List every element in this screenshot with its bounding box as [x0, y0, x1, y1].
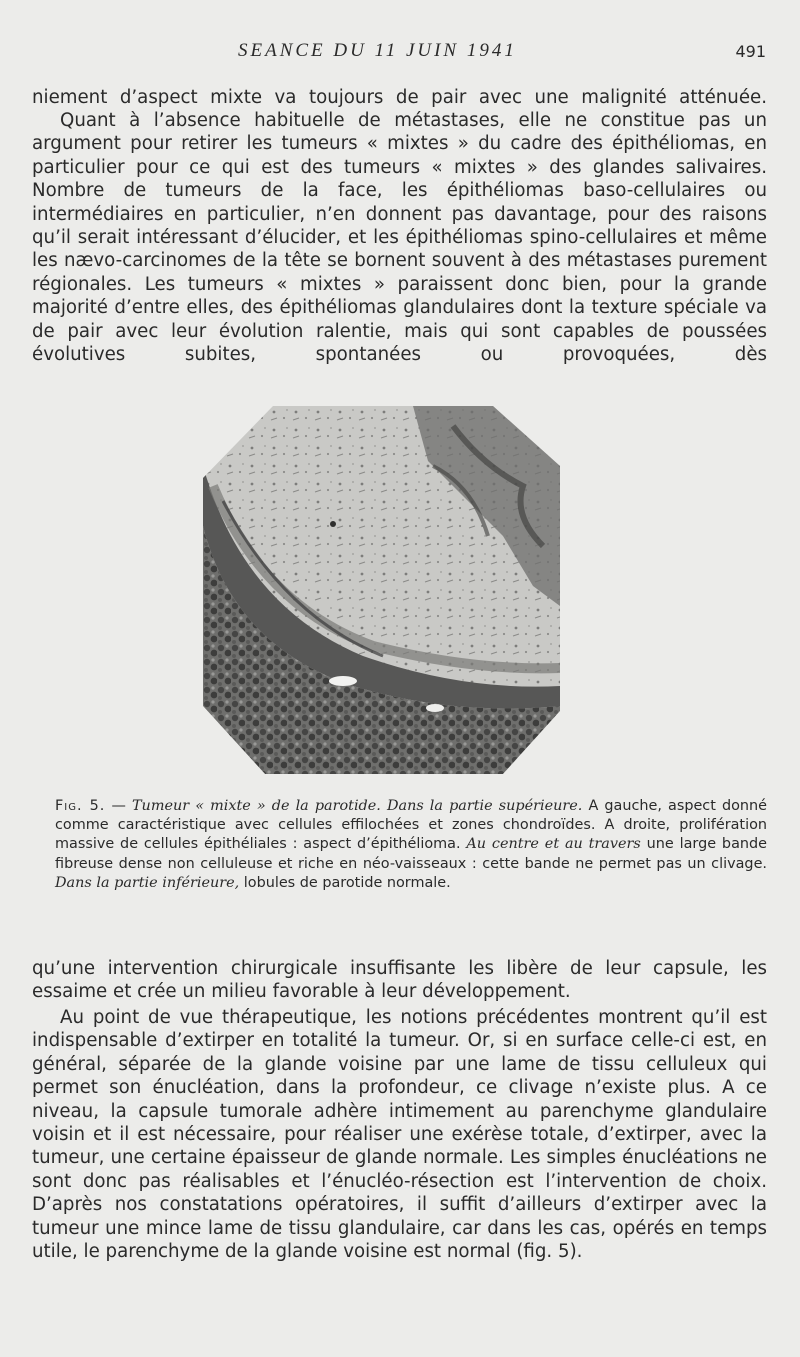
micrograph-image — [203, 406, 560, 774]
paragraph: Quant à l’absence habituelle de métastases, elle ne constitue pas un argument pour retirer les tumeurs « mixtes » du cadre des épithéliomas, en particulier pour ce qui est des tumeurs « mixtes » des glandes salivaires. Nombre de tumeurs de la face, les épithéliomas baso-cellulaires ou intermédiaires en particulier, n’en donnent pas davantage, pour des raisons qu’il serait intéressant d’élucider, et les épithéliomas spino-cellulaires et même les nævo-carcinomes de la tête se bornent souvent à des métastases purement régionales. Les tumeurs « mixtes » paraissent donc bien, pour la grande majorité d’entre elles, des épithéliomas glandulaires dont la texture spéciale va de pair avec leur évolution ralentie, mais qui sont capables de poussées évolutives subites, spontanées ou provoquées, dès — [32, 110, 767, 366]
paragraph: niement d’aspect mixte va toujours de pair avec une malignité atténuée. — [32, 87, 767, 108]
running-title: SEANCE DU 11 JUIN 1941 — [238, 40, 517, 61]
paragraph: qu’une intervention chirurgicale insuffisante les libère de leur capsule, les essaime et crée un milieu favorable à leur développement. — [32, 958, 767, 1003]
figure-micrograph — [203, 406, 560, 774]
paragraph: Au point de vue thérapeutique, les notions précédentes montrent qu’il est indispensable d’extirper en totalité la tumeur. Or, si en surface celle-ci est, en général, séparée de la glande voisine par une lame de tissu celluleux qui permet son énucléation, dans la profondeur, ce clivage n’existe plus. A ce niveau, la capsule tumorale adhère intimement au parenchyme glandulaire voisin et il est nécessaire, pour réaliser une exérèse totale, d’extirper, avec la tumeur, une certaine épaisseur de glande normale. Les simples énucléations ne sont donc pas réalisables et l’énucléo-résection est l’intervention de choix. D’après nos constatations opératoires, il suffit d’ailleurs d’extirper avec la tumeur une mince lame de tissu glandulaire, car dans les cas, opérés en temps utile, le parenchyme de la glande voisine est normal (fig. 5). — [32, 1007, 767, 1263]
page-number: 491 — [735, 42, 766, 61]
figure-label: Fig. 5. — [55, 798, 106, 814]
page-header — [0, 40, 800, 64]
figure-caption: Fig. 5. — Tumeur « mixte » de la parotide. Dans la partie supérieure. A gauche, aspect donné comme caractéristique avec cellules effilochées et zones chondroïdes. A droite, prolifération massive de cellules épithéliales : aspect d’épithélioma. Au centre et au travers une large bande fibreuse dense non celluleuse et riche en néo-vaisseaux : cette bande ne permet pas un clivage. Dans la partie inférieure, lobules de parotide normale. — [55, 798, 767, 891]
